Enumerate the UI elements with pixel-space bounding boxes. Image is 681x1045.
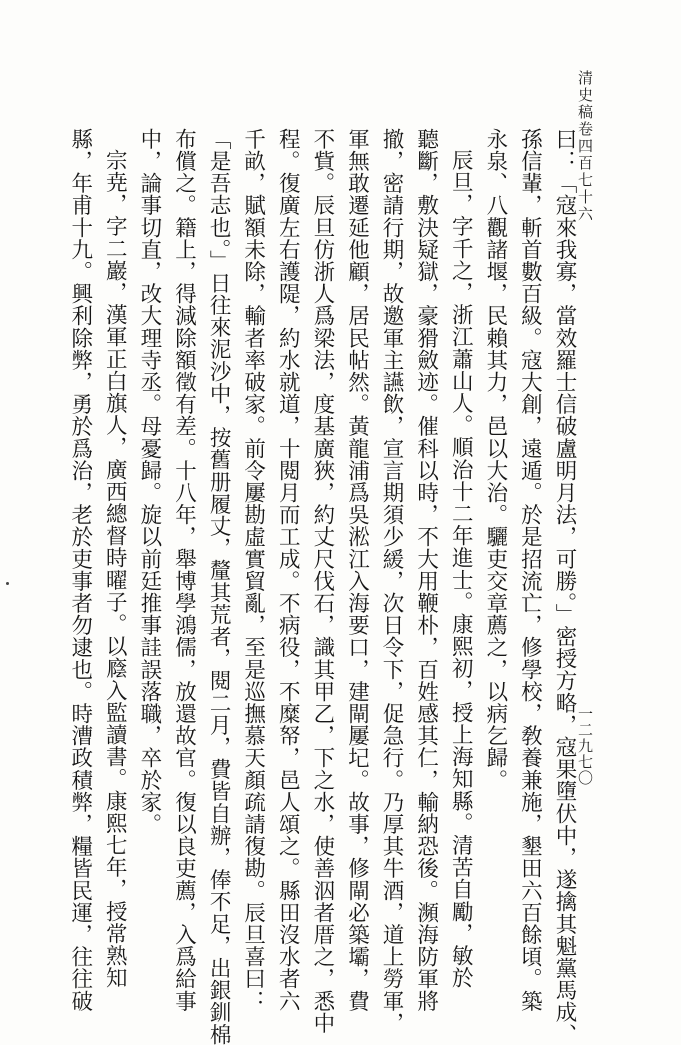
running-head: 清史稿卷四百七十六 — [576, 70, 594, 223]
text-column: 聽斷，敷決疑獄，豪猾斂迹。催科以時，不大用鞭朴，百姓感其仁，輸納恐後。瀕海防軍將 — [413, 128, 439, 1012]
text-column: 辰旦，字千之，浙江蕭山人。順治十二年進士。康熙初，授上海知縣。清苦自勵，敏於 — [448, 149, 474, 989]
text-column: 布償之。籍上，得減除額徵有差。十八年，舉博學鴻儒，放還故官。復以良吏薦，入爲給事 — [171, 128, 197, 1012]
text-column: 撤，密請行期，故邀軍主讌飲，宣言期須少緩，次日令下，促急行。乃厚其牛酒，道上勞軍， — [379, 128, 405, 1035]
text-column: 中，論事切直，改大理寺丞。母憂歸。旋以前廷推事詿誤落職，卒於家。 — [136, 128, 162, 836]
scan-edge-mark — [6, 582, 9, 585]
text-column: 宗尭，字二巖，漢軍正白旗人，廣西總督時曜子。以廕入監讀書。康熙七年，授常熟知 — [102, 149, 128, 989]
text-column: 永泉、八觀諸堰，民賴其力，邑以大治。驪吏交章薦之，以病乞歸。 — [482, 128, 508, 791]
text-column: 千畝，賦額未除，輸者率破家。前令屢勘虛實貿亂，至是巡撫慕天顏疏請復勘。辰旦喜曰： — [240, 128, 266, 1012]
text-column: 縣，年甫十九。興利除弊，勇於爲治，老於吏事者勿逮也。時漕政積弊，糧皆民運，往往破 — [67, 128, 93, 1012]
body-text — [62, 128, 581, 1045]
text-column: 孫信輩，斬首數百級。寇大創，遠遁。於是招流亡，修學校，敎養兼施，墾田六百餘頃。築 — [517, 128, 543, 1012]
text-column: 軍無敢遷延他顧，居民帖然。黃龍浦爲吳淞江入海要口，建閘屢圮。故事，修閘必築壩，費 — [344, 128, 370, 1012]
text-column: 程。復廣左右護隄，約水就道，十閱月而工成。不病役，不糜帑，邑人頌之。縣田沒水者六 — [275, 128, 301, 1012]
page-number: 一二九七〇 — [576, 706, 594, 786]
text-column: 不貲。辰旦仿浙人爲梁法，度基廣狹，約丈尺伐石，識其甲乙，下之水，使善泅者厝之，悉中 — [309, 128, 335, 1035]
text-column: 曰：「寇來我寡，當效羅士信破盧明月法，可勝。」密授方略，寇果墮伏中，遂擒其魁黨馬成、 — [552, 128, 577, 1045]
text-column: 「是吾志也。」日往來泥沙中，按舊册履丈，釐其荒者，閱二月，費皆自辦，俸不足，出銀釧棉 — [206, 128, 232, 1045]
